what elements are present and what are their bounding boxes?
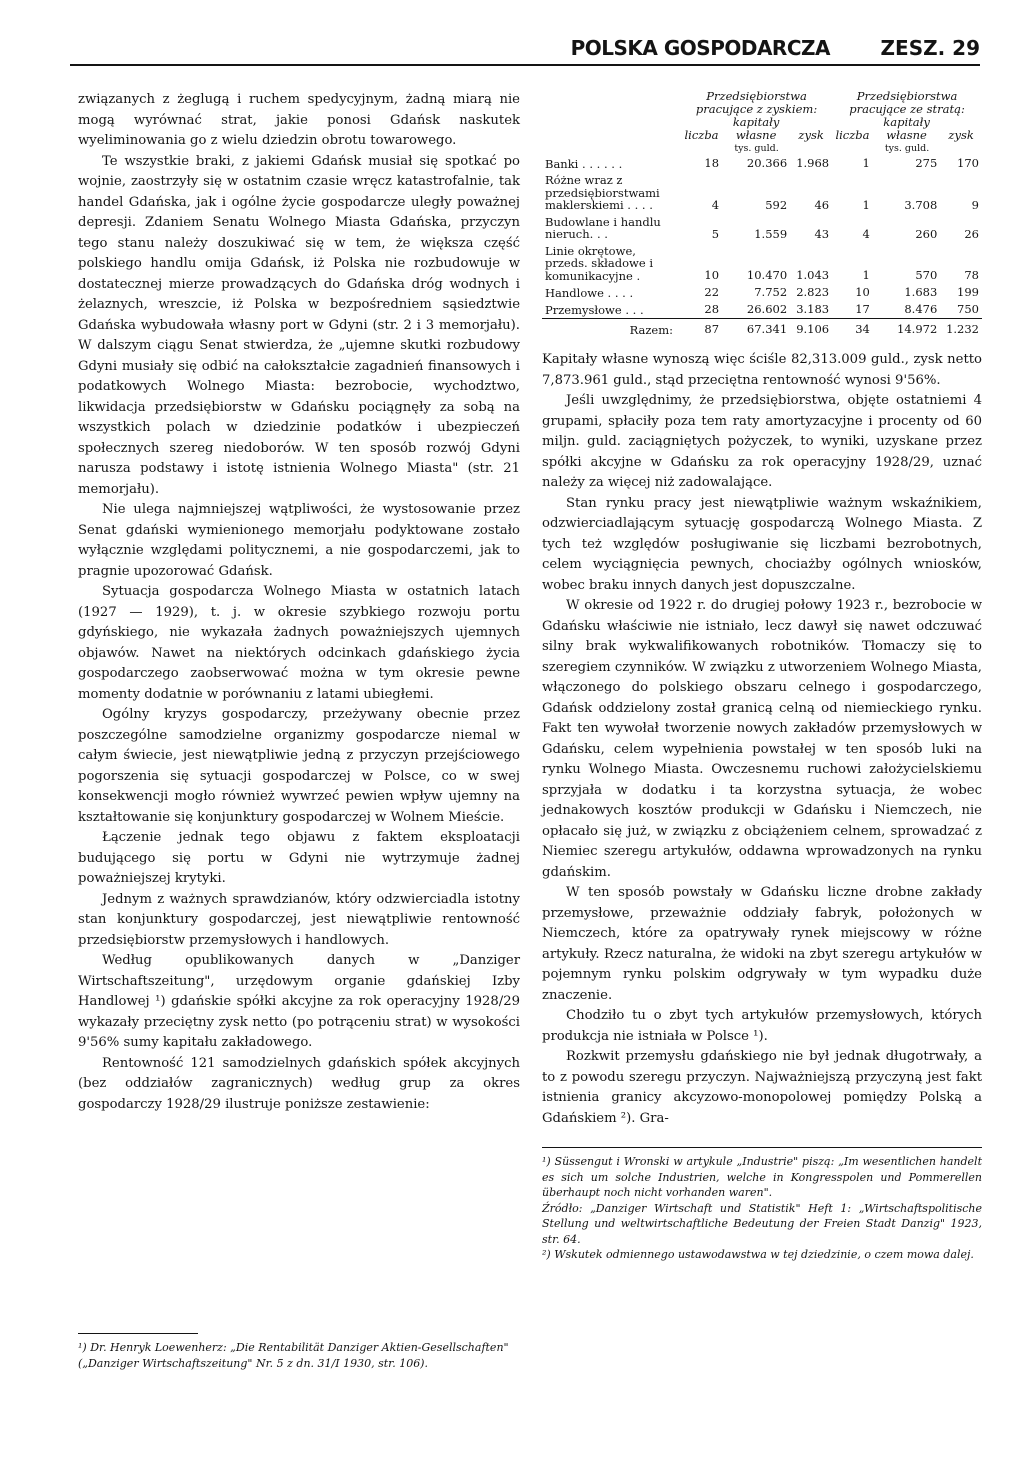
paragraph: Kapitały własne wynoszą więc ściśle 82,313.009 guld., zysk netto 7,873.961 guld., stąd przeciętna rentowność wynosi 9'56%. — [542, 352, 982, 388]
profitability-table — [542, 90, 982, 338]
unit-label: tys. guld. — [734, 143, 779, 154]
footnote: ¹) Süssengut i Wronski w artykule „Industrie" piszą: „Im wesentlichen handelt es sich um solche Industrien, welche in Kongresspolen und Pommerellen überhaupt noch nicht vorhanden waren". — [542, 1155, 982, 1199]
col-capital: kapitały własne — [883, 115, 930, 142]
footnote: ²) Wskutek odmiennego ustawodawstwa w tej dziedzinie, o czem mowa dalej. — [542, 1248, 974, 1261]
paragraph: Rentowność 121 samodzielnych gdańskich spółek akcyjnych (bez oddziałów zagranicznych) według grup za okres gospodarczy 1928/29 ilustruje poniższe zestawienie: — [78, 1055, 520, 1112]
right-column — [542, 90, 982, 1263]
left-column — [78, 90, 520, 1115]
footnote-rule — [78, 1333, 198, 1334]
paragraph: Nie ulega najmniejszej wątpliwości, że wystosowanie przez Senat gdański wymienionego memorjału podyktowane zostało wyłącznie względami politycznemi, a nie gospodarczemi, jak to pragnie upozorować Gdańsk. — [78, 502, 520, 579]
paragraph: Według opublikowanych danych w „Danziger Wirtschaftszeitung", urzędowym organie gdańskiej Izby Handlowej ¹) gdańskie spółki akcyjne za rok operacyjny 1928/29 wykazały przeciętny zysk netto (po potrąceniu strat) w wysokości 9'56% sumy kapitału zakładowego. — [78, 953, 520, 1050]
paragraph: W ten sposób powstały w Gdańsku liczne drobne zakłady przemysłowe, przeważnie oddziały fabryk, położonych w Niemczech, które za opatrywały rynek miejscowy w różne artykuły. Rzecz naturalna, że widoki na zbyt szeregu artykułów w pojemnym rynku polskim odgrywały w tym wypadku duże znaczenie. — [542, 885, 982, 1003]
table-row: Handlowe . . . . 22 7.752 2.823 10 1.683 199 — [545, 285, 979, 300]
col-count: liczba — [684, 128, 719, 142]
col-profit: zysk — [948, 128, 974, 142]
page-header — [70, 36, 980, 66]
footnote: Źródło: „Danziger Wirtschaft und Statistik" Heft 1: „Wirtschaftspolitische Stellung und weltwirtschaftliche Bedeutung der Freien Stadt Danzig" 1923, str. 64. — [542, 1201, 982, 1246]
group-profit-header: Przedsiębiorstwa pracujące z zyskiem: — [695, 89, 818, 116]
col-capital: kapitały własne — [732, 115, 780, 142]
table-total-row: Razem: 87 67.341 9.106 34 14.972 1.232 — [542, 319, 982, 339]
table-row: Przemysłowe . . . 28 26.602 3.183 17 8.476 750 — [545, 302, 979, 317]
paragraph: Rozkwit przemysłu gdańskiego nie był jednak długotrwały, a to z powodu szeregu przyczyn. Najważniejszą przyczyną jest fakt istnienia granicy akcyzowo-monopolowej pomiędzy Polską a Gdańskiem ²). Gra- — [542, 1049, 982, 1126]
paragraph: W okresie od 1922 r. do drugiej połowy 1923 r., bezrobocie w Gdańsku właściwie nie istniało, lecz dawył się nawet odczuwać silny brak wykwalifikowanych robotników. Tłomaczy się to szeregiem czynników. W związku z utworzeniem Wolnego Miasta, włączonego do polskiego obszaru celnego i gospodarczego, Gdańsk oddzielony został granicą celną od niemieckiego rynku. Fakt ten wywołał tworzenie nowych zakładów przemysłowych w Gdańsku, celem wypełnienia powstałej w ten sposób luki na rynku Wolnego Miasta. Owczesnemu ruchowi założycielskiemu sprzyjała w dodatku i ta korzystna sytuacja, że wobec jednakowych kosztów produkcji w Gdańsku i Niemczech, nie opłacało się już, w związku z obciążeniem celnem, sprowadzać z Niemiec szeregu artykułów, oddawna wprowadzonych na rynku gdańskim. — [542, 598, 982, 880]
unit-label: tys. guld. — [884, 143, 930, 154]
paragraph: Jednym z ważnych sprawdzianów, który odzwierciadla istotny stan konjunktury gospodarczej, jest niewątpliwie rentowność przedsiębiorstw przemysłowych i handlowych. — [78, 891, 520, 948]
paragraph: Łączenie jednak tego objawu z faktem eksploatacji budującego się portu w Gdyni nie wytrzymuje żadnej poważniejszej krytyki. — [78, 830, 520, 886]
footnote: ¹) Dr. Henryk Loewenherz: „Die Rentabilität Danziger Aktien-Gesellschaften" („Danziger Wirtschaftszeitung" Nr. 5 z dn. 31/I 1930, str. 106). — [78, 1341, 509, 1370]
paragraph: Te wszystkie braki, z jakiemi Gdańsk musiał się spotkać po wojnie, zaostrzyły się w ostatnim czasie wręcz katastrofalnie, tak handel Gdańska, jak i ogólne życie gospodarcze uległy poważnej depresji. Zdaniem Senatu Wolnego Miasta Gdańska, przyczyn tego stanu należy doszukiwać się w tem, że większa część polskiego handlu omija Gdańsk, iż Polska nie rozbudowuje w dostatecznej mierze prowadzących do Gdańska dróg wodnych i żelaznych, wreszcie, iż Polska w bezpośredniem sąsiedztwie Gdańska wybudowała własny port w Gdyni (str. 2 i 3 memorjału). W dalszym ciągu Senat stwierdza, że „ujemne skutki rozbudowy Gdyni musiały się odbić na całokształcie zagadnień finansowych i podatkowych Wolnego Miasta: bezrobocie, wychodztwo, likwidacja przedsiębiorstw w Gdańsku pociągnęły za sobą na wszystkich polach w dziedzinie podatków i ubezpieczeń społecznych szereg niedoborów. W ten sposób rozwój Gdyni narusza podstawy i istotę istnienia Wolnego Miasta" (str. 21 memorjału). — [78, 153, 520, 497]
paragraph: Sytuacja gospodarcza Wolnego Miasta w ostatnich latach (1927 — 1929), t. j. w okresie szybkiego rozwoju portu gdyńskiego, nie wykazała żadnych poważniejszych ujemnych objawów. Nawet na niektórych odcinkach gdańskiego życia gospodarczego zaobserwować można w tym okresie pewne momenty dodatnie w porównaniu z latami ubiegłemi. — [78, 584, 520, 702]
journal-title: POLSKA GOSPODARCZA — [570, 36, 830, 60]
paragraph: związanych z żeglugą i ruchem spedycyjnym, żadną miarą nie mogą wyrównać strat, jakie ponosi Gdańsk naskutek wyeliminowania go z wielu dziedzin obrotu towarowego. — [78, 92, 520, 148]
paragraph: Chodziło tu o zbyt tych artykułów przemysłowych, których produkcja nie istniała w Polsce ¹). — [542, 1008, 982, 1044]
paragraph: Stan rynku pracy jest niewątpliwie ważnym wskaźnikiem, odzwierciadlającym sytuację gospodarczą Wolnego Miasta. Z tych też względów posługiwanie się liczbami bezrobotnych, celem wyciągnięcia pewnych, chociażby ogólnych wniosków, wobec braku innych danych jest dopuszczalne. — [542, 495, 982, 593]
left-footnote-block — [78, 1333, 518, 1371]
paragraph: Jeśli uwzględnimy, że przedsiębiorstwa, objęte ostatniemi 4 grupami, spłaciły poza tem raty amortyzacyjne i procenty od 60 miljn. guld. zaciągniętych pożyczek, to wyniki, uzyskane przez spółki akcyjne w Gdańsku za rok operacyjny 1928/29, uznać należy za więcej niż zadowalające. — [542, 393, 982, 490]
issue-number: ZESZ. 29 — [880, 36, 980, 60]
table-row: Linie okrętowe, przeds. składowe i komunikacyjne . 10 10.470 1.043 1 570 78 — [545, 243, 979, 283]
col-count: liczba — [835, 128, 870, 142]
group-loss-header: Przedsiębiorstwa pracujące ze stratą: — [849, 89, 965, 116]
col-profit: zysk — [798, 128, 824, 142]
paragraph: Ogólny kryzys gospodarczy, przeżywany obecnie przez poszczególne samodzielne organizmy gospodarcze niemal w całym świecie, jest niewątpliwie jedną z przyczyn przejściowego pogorszenia się sytuacji gospodarczej w Polsce, co w swej konsekwencji mogło również wywrzeć pewien wpływ ujemny na kształtowanie się konjunktury gospodarczej w Wolnem Mieście. — [78, 707, 520, 825]
table-row: Banki . . . . . . 18 20.366 1.968 1 275 170 — [545, 156, 979, 171]
table-row: Różne wraz z przedsiębiorstwami maklerskiemi . . . . 4 592 46 1 3.708 9 — [545, 173, 979, 212]
table-row: Budowlane i handlu nieruch. . . 5 1.559 43 4 260 26 — [545, 214, 979, 241]
right-footnote-block — [542, 1147, 982, 1263]
